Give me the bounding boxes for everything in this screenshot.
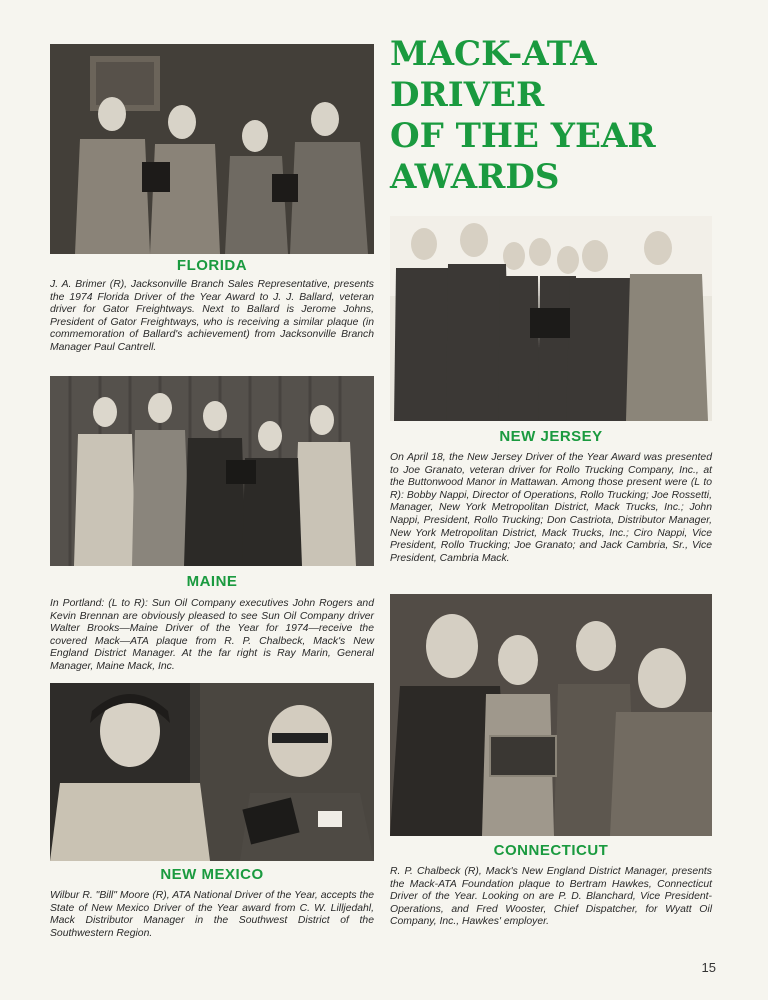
new-jersey-caption: On April 18, the New Jersey Driver of the Year Award was presented to Joe Granato, veteran driver for Rollo Trucking Company, Inc., at the Buttonwood Manor in Mattawan. Among those present were (L to R): Bobby Nappi, Director of Operations, Rollo Trucking; Joe Rossetti, Manager, New York Metropolitan District, Mack Trucks, Inc.; John Nappi, President, Rollo Trucking; Don Castriota, Distributor Manager, New York Metropolitan District, Mack Trucks, Inc.; Ciro Nappi, Vice President, Rollo Trucking; Joe Granato; and Jack Cambria, Sr., Vice President, Cambria Mack. — [390, 452, 712, 564]
new-jersey-photo — [390, 216, 712, 421]
florida-photo — [50, 44, 374, 254]
page-number: 15 — [701, 960, 716, 975]
connecticut-title: CONNECTICUT — [493, 842, 609, 859]
headline-line: AWARDS — [390, 157, 560, 197]
maine-title: MAINE — [186, 573, 238, 590]
maine-caption: In Portland: (L to R): Sun Oil Company executives John Rogers and Kevin Brennan are obviously pleased to see Sun Oil Company driver Walter Brooks—Maine Driver of the Year for 1974—receive the covered Mack—ATA plaque from R. P. Chalbeck, Mack's New England District Manager. At the far right is Ray Marin, General Manager, Maine Mack, Inc. — [50, 598, 374, 672]
new-mexico-photo — [50, 683, 374, 861]
new-jersey-title: NEW JERSEY — [499, 428, 603, 445]
headline-line: MACK-ATA — [390, 34, 597, 74]
headline-line: DRIVER — [390, 75, 545, 115]
new-mexico-caption: Wilbur R. "Bill" Moore (R), ATA National Driver of the Year, accepts the State of New Mexico Driver of the Year award from C. W. Lilljedahl, Mack Distributor Manager in the Southwest District of the Southwestern Region. — [50, 890, 374, 939]
florida-title: FLORIDA — [176, 257, 248, 274]
new-mexico-title: NEW MEXICO — [160, 866, 264, 883]
connecticut-photo — [390, 594, 712, 836]
connecticut-caption: R. P. Chalbeck (R), Mack's New England District Manager, presents the Mack-ATA Foundation plaque to Bertram Hawkes, Connecticut Driver of the Year. Looking on are P. D. Blanchard, Vice President-Operations, and Fred Wooster, Chief Dispatcher, for Wyatt Oil Company, Inc., Hawkes' employer. — [390, 866, 712, 928]
florida-caption: J. A. Brimer (R), Jacksonville Branch Sales Representative, presents the 1974 Florida Driver of the Year Award to J. J. Ballard, veteran driver for Gator Freightways. Next to Ballard is Jerome Johns, President of Gator Freightways, who is receiving a similar plaque (in commemoration of Ballard's achievement) from Jacksonville Branch Manager Paul Cantrell. — [50, 279, 374, 353]
headline-line: OF THE YEAR — [390, 116, 656, 156]
page-headline — [390, 34, 730, 198]
maine-photo — [50, 376, 374, 566]
